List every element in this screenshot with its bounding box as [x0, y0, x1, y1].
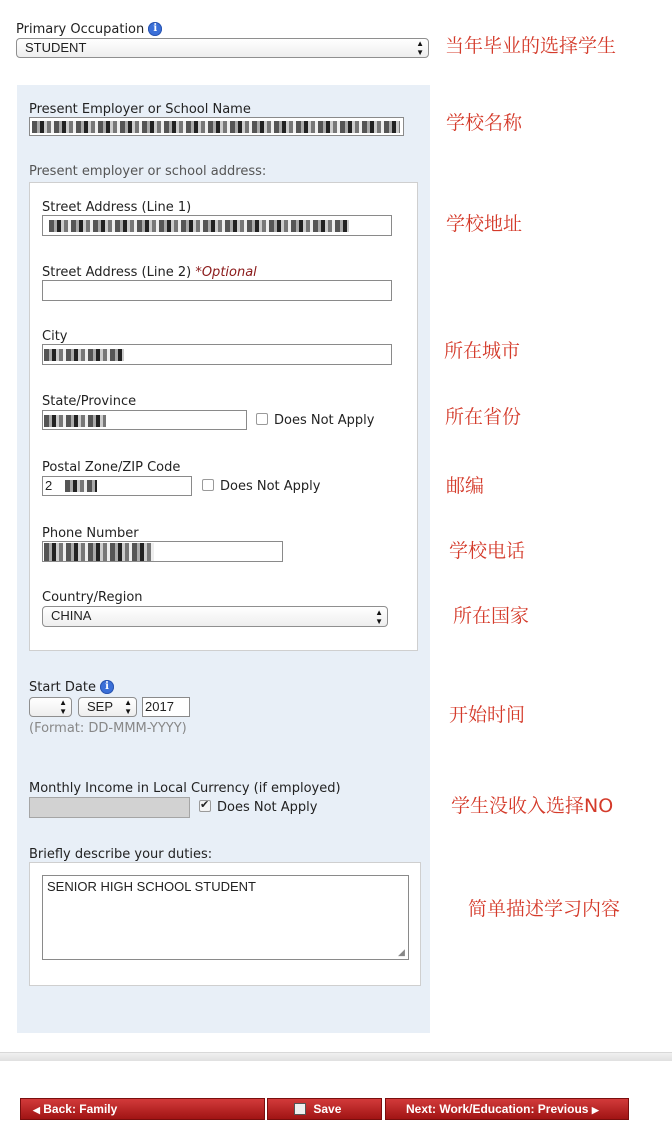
annotation-start-date: 开始时间 [449, 704, 526, 726]
phone-input[interactable] [42, 541, 283, 562]
start-year-input[interactable]: 2017 [142, 697, 190, 717]
duties-textarea[interactable]: SENIOR HIGH SCHOOL STUDENT [42, 875, 409, 960]
annotation-school-name: 学校名称 [446, 112, 523, 134]
optional-marker: *Optional [195, 265, 257, 280]
income-input-disabled [29, 797, 190, 818]
income-dna-checkbox[interactable] [199, 800, 211, 812]
primary-occupation-label: Primary Occupation i [16, 22, 162, 37]
country-label: Country/Region [42, 590, 143, 605]
annotation-school-address: 学校地址 [446, 213, 523, 235]
annotation-phone: 学校电话 [449, 540, 526, 562]
duties-label: Briefly describe your duties: [29, 847, 213, 862]
select-arrows-icon: ▲ ▼ [59, 698, 67, 716]
state-input[interactable] [42, 410, 247, 430]
save-button[interactable]: Save [267, 1098, 382, 1120]
info-icon[interactable]: i [100, 680, 114, 694]
income-dna-label: Does Not Apply [217, 800, 318, 815]
state-label: State/Province [42, 394, 137, 409]
redacted-text [44, 349, 124, 361]
save-disk-icon [294, 1103, 306, 1115]
annotation-duties: 简单描述学习内容 [468, 898, 621, 920]
postal-dna-checkbox[interactable] [202, 479, 214, 491]
redacted-text [65, 480, 97, 492]
phone-label: Phone Number [42, 526, 139, 541]
street1-label: Street Address (Line 1) [42, 200, 192, 215]
start-day-select[interactable] [29, 697, 72, 717]
annotation-occupation: 当年毕业的选择学生 [445, 35, 617, 57]
postal-label: Postal Zone/ZIP Code [42, 460, 181, 475]
select-arrows-icon: ▲ ▼ [416, 39, 424, 57]
street2-input[interactable] [42, 280, 392, 301]
next-button[interactable]: Next: Work/Education: Previous ▶ [385, 1098, 629, 1120]
redacted-text [49, 220, 349, 232]
redacted-text [44, 543, 154, 561]
arrow-right-icon: ▶ [591, 1105, 599, 1115]
primary-occupation-select[interactable]: STUDENT ▲ ▼ [16, 38, 429, 58]
employer-address-label: Present employer or school address: [29, 164, 267, 179]
annotation-income: 学生没收入选择NO [451, 795, 614, 817]
info-icon[interactable]: i [148, 22, 162, 36]
redacted-text [44, 415, 106, 427]
employer-name-input[interactable] [29, 117, 404, 136]
income-label: Monthly Income in Local Currency (if employed) [29, 781, 341, 796]
footer-divider [0, 1052, 672, 1061]
city-input[interactable] [42, 344, 392, 365]
resize-handle-icon[interactable]: ◢ [398, 948, 405, 958]
employer-name-label: Present Employer or School Name [29, 102, 251, 117]
date-format-hint: (Format: DD-MMM-YYYY) [29, 721, 187, 736]
arrow-left-icon: ◀ [33, 1105, 40, 1115]
start-date-label: Start Date i [29, 680, 114, 695]
city-label: City [42, 329, 68, 344]
street2-label: Street Address (Line 2) *Optional [42, 265, 257, 280]
street1-input[interactable] [42, 215, 392, 236]
annotation-country: 所在国家 [453, 605, 530, 627]
state-dna-checkbox[interactable] [256, 413, 268, 425]
redacted-text [32, 121, 400, 133]
select-arrows-icon: ▲ ▼ [375, 608, 383, 626]
country-select[interactable]: CHINA ▲ ▼ [42, 606, 388, 627]
start-month-select[interactable]: SEP ▲ ▼ [78, 697, 137, 717]
select-arrows-icon: ▲ ▼ [124, 698, 132, 716]
back-button[interactable]: ◀ Back: Family [20, 1098, 265, 1120]
state-dna-label: Does Not Apply [274, 413, 375, 428]
annotation-province: 所在省份 [445, 406, 522, 428]
postal-input[interactable]: 2 [42, 476, 192, 496]
postal-dna-label: Does Not Apply [220, 479, 321, 494]
annotation-postal: 邮编 [446, 475, 485, 497]
annotation-city: 所在城市 [444, 340, 521, 362]
